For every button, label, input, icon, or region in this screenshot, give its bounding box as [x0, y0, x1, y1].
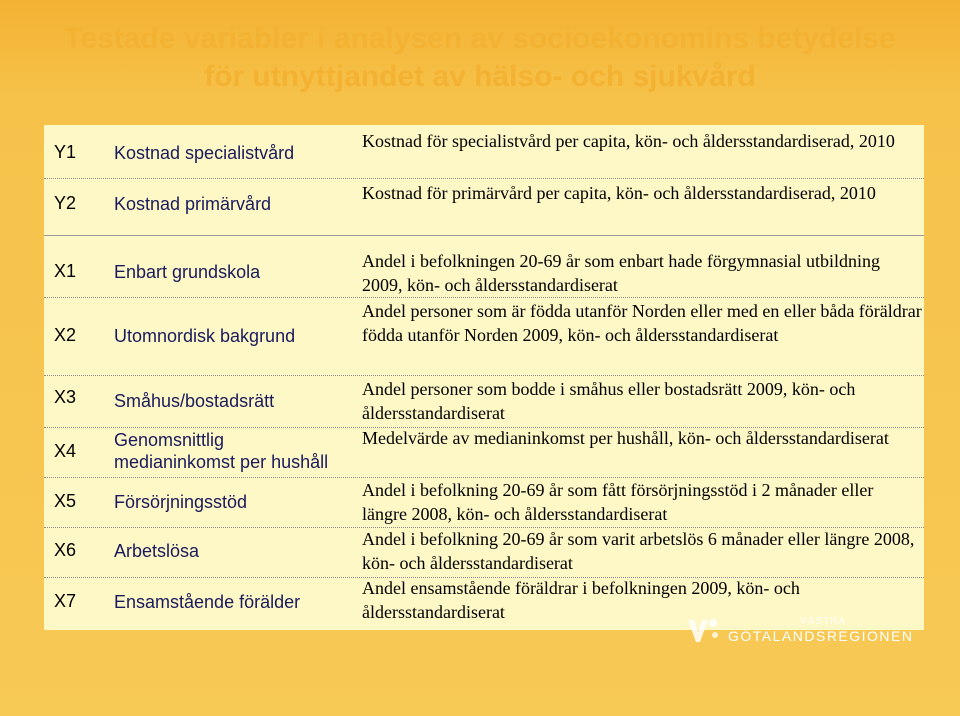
- variable-code: Y1: [54, 142, 77, 162]
- title-line-2: för utnyttjandet av hälso- och sjukvård: [204, 60, 756, 93]
- variable-description: Kostnad för specialistvård per capita, kön- och åldersstandardiserad, 2010: [362, 131, 895, 151]
- table-row: [44, 377, 924, 427]
- table-row: [44, 245, 924, 297]
- section-divider: [44, 235, 924, 236]
- variable-name: Kostnad primärvård: [114, 194, 272, 214]
- variable-description: Medelvärde av medianinkomst per hushåll, kön- och åldersstandardiserat: [362, 428, 889, 448]
- variable-code: X3: [54, 387, 77, 407]
- logo-text-top: VÄSTRA: [800, 616, 847, 627]
- variable-name: Utomnordisk bakgrund: [114, 326, 296, 346]
- variables-table: [44, 125, 924, 630]
- page-title: [0, 20, 960, 96]
- variable-description: Andel personer som bodde i småhus eller bostadsrätt 2009, kön- och åldersstandardiserat: [362, 379, 856, 423]
- variable-code: X6: [54, 540, 77, 560]
- variable-name: Enbart grundskola: [114, 262, 261, 282]
- variable-description: Andel i befolkning 20-69 år som varit arbetslös 6 månader eller längre 2008, kön- och åldersstandardiserat: [362, 529, 915, 573]
- variable-code: X2: [54, 325, 77, 345]
- row-divider: [44, 297, 924, 298]
- table-row: [44, 179, 924, 231]
- table-row: [44, 299, 924, 375]
- variable-name: Småhus/bostadsrätt: [114, 391, 275, 411]
- logo-text: GÖTALANDSREGIONEN: [728, 628, 914, 644]
- title-line-1: Testade variabler i analysen av socioekonomins betydelse: [64, 22, 896, 55]
- region-emblem-icon: [682, 614, 722, 650]
- variable-code: X7: [54, 591, 77, 611]
- row-divider: [44, 375, 924, 376]
- variable-code: X5: [54, 491, 77, 511]
- vastra-gotalandsregionen-logo: [682, 614, 932, 650]
- table-row: [44, 125, 924, 177]
- variable-code: X4: [54, 441, 77, 461]
- variable-code: Y2: [54, 193, 77, 213]
- variable-description: Andel personer som är födda utanför Norden eller med en eller båda föräldrar födda utanför Norden 2009, kön- och åldersstandardiserat: [362, 301, 922, 345]
- variable-name: Ensamstående förälder: [114, 592, 301, 612]
- variable-description: Andel ensamstående föräldrar i befolkningen 2009, kön- och åldersstandardiserat: [362, 578, 800, 622]
- variable-description: Andel i befolkning 20-69 år som fått försörjningsstöd i 2 månader eller längre 2008, kön- och åldersstandardiserat: [362, 480, 874, 524]
- variable-name: Arbetslösa: [114, 541, 200, 561]
- table-row: [44, 479, 924, 529]
- variable-description: Andel i befolkningen 20-69 år som enbart hade förgymnasial utbildning 2009, kön- och åldersstandardiserat: [362, 251, 881, 295]
- variable-description: Kostnad för primärvård per capita, kön- och åldersstandardiserad, 2010: [362, 183, 876, 203]
- table-row: [44, 429, 924, 479]
- variable-name: Försörjningsstöd: [114, 492, 248, 512]
- variable-code: X1: [54, 261, 77, 281]
- table-row: [44, 529, 924, 579]
- variable-name: Genomsnittlig medianinkomst per hushåll: [114, 430, 329, 472]
- variable-name: Kostnad specialistvård: [114, 143, 295, 163]
